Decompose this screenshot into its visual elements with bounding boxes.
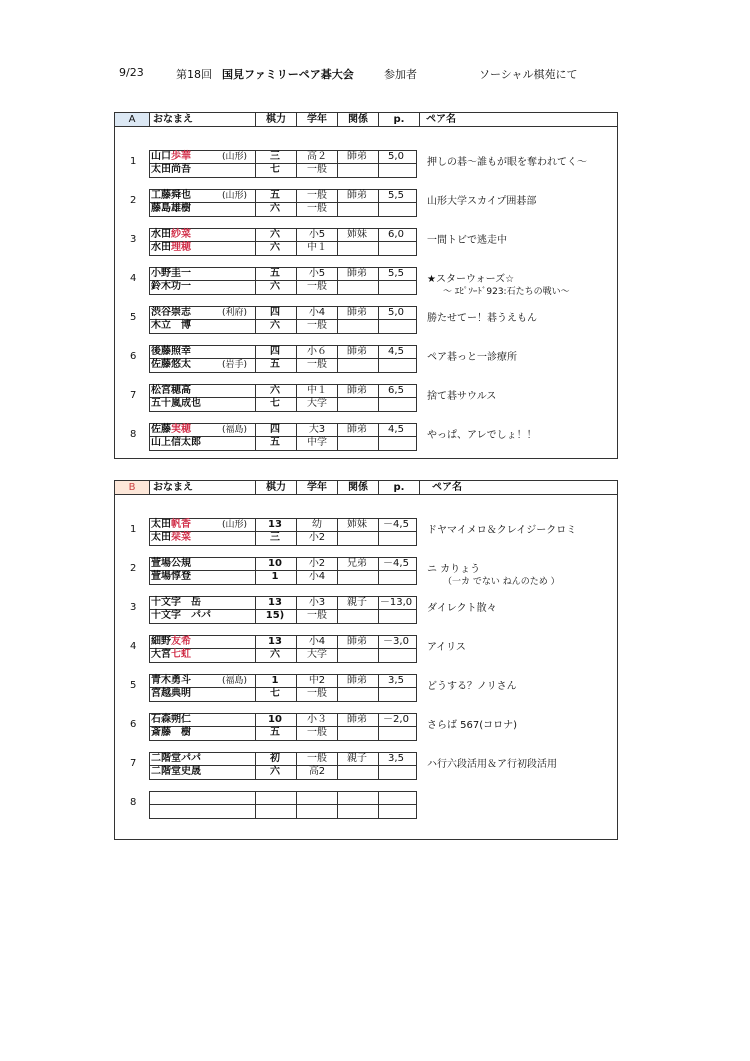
pair-number: 2 [130, 195, 137, 206]
player-name [151, 320, 191, 332]
player-name [151, 688, 191, 700]
col-pair: ペア名 [419, 481, 626, 494]
player-surname: 太田 [151, 519, 171, 530]
venue: ソーシャル棋苑にて [479, 68, 578, 81]
player-given-highlight: 紗菜 [171, 229, 191, 240]
pair-relation: 兄弟 [347, 558, 367, 569]
player-name [151, 307, 191, 319]
player-prefecture [197, 571, 247, 583]
pair-points: 3,5 [388, 675, 404, 686]
player-school-year: 中2 [308, 675, 326, 686]
player-school-year: 一般 [307, 281, 327, 292]
pair-name: ★スターウォーズ☆ [427, 274, 515, 285]
player-grade: 13 [268, 519, 282, 530]
player-name [151, 727, 191, 739]
player-grade [255, 805, 295, 817]
player-surname: 斎藤 樹 [151, 727, 191, 738]
player-grade: 六 [270, 203, 280, 214]
player-grade: 1 [271, 675, 279, 686]
pair-relation: 親子 [347, 597, 367, 608]
player-school-year: 大3 [308, 424, 326, 435]
player-prefecture: (山形) [221, 191, 247, 201]
player-prefecture [197, 636, 247, 648]
player-grade: 六 [270, 649, 280, 660]
player-school-year: 一般 [307, 164, 327, 175]
player-school-year: 一般 [307, 753, 327, 764]
col-name: おなまえ [149, 113, 257, 126]
player-school-year: 中１ [307, 385, 327, 396]
player-name [151, 532, 191, 544]
player-school-year: 小６ [307, 346, 327, 357]
col-relation: 関係 [337, 481, 378, 494]
player-name [151, 437, 201, 449]
player-given-highlight: 実穂 [171, 424, 191, 435]
pair-relation: 師弟 [347, 424, 367, 435]
pair-relation [337, 792, 377, 804]
pair-name: ペア碁っと一診療所 [427, 352, 517, 363]
pair-points: －3,0 [383, 636, 409, 647]
pair-number: 8 [130, 429, 137, 440]
col-grade: 棋力 [255, 113, 296, 126]
player-grade: 六 [270, 385, 280, 396]
player-name [151, 346, 191, 358]
pair-points: －4,5 [383, 519, 409, 530]
player-name [151, 597, 201, 609]
pair-number: 2 [130, 563, 137, 574]
col-pair: ペア名 [419, 113, 620, 126]
pair-name-subtitle: （一カ でない ねんのため ） [443, 577, 560, 587]
pair-relation: 姉妹 [347, 229, 367, 240]
pair-points: －2,0 [383, 714, 409, 725]
player-prefecture [197, 766, 247, 778]
player-grade: 五 [270, 359, 280, 370]
player-grade: 三 [270, 532, 280, 543]
pair-number: 3 [130, 602, 137, 613]
pair-points: 5,0 [388, 307, 404, 318]
pair-name: ニ カりょう [427, 564, 481, 575]
player-school-year: 幼 [312, 519, 322, 530]
pair-relation: 師弟 [347, 151, 367, 162]
player-grade: 10 [268, 558, 282, 569]
player-school-year: 大学 [307, 649, 327, 660]
player-school-year: 小4 [308, 636, 326, 647]
player-given-highlight: 七虹 [171, 649, 191, 660]
player-given-highlight: 理穂 [171, 242, 191, 253]
player-prefecture [197, 714, 247, 726]
player-grade [255, 792, 295, 804]
player-school-year: 中１ [307, 242, 327, 253]
player-grade: 七 [270, 688, 280, 699]
player-surname: 萱場惇登 [151, 571, 191, 582]
player-prefecture [197, 597, 247, 609]
player-school-year: 小5 [308, 268, 326, 279]
player-prefecture [197, 203, 247, 215]
player-grade: 五 [270, 268, 280, 279]
player-school-year [297, 805, 337, 817]
pair-relation: 師弟 [347, 675, 367, 686]
player-prefecture: (岩手) [221, 360, 247, 370]
pair-points [377, 792, 415, 804]
player-school-year: 一般 [307, 610, 327, 621]
player-name [151, 636, 191, 648]
player-prefecture: (山形) [221, 520, 247, 530]
player-prefecture [197, 437, 247, 449]
pair-points: 5,5 [388, 268, 404, 279]
player-surname: 太田 [151, 532, 171, 543]
pair-points: 5,5 [388, 190, 404, 201]
player-grade: 五 [270, 437, 280, 448]
player-school-year: 一般 [307, 688, 327, 699]
player-surname: 十文字 岳 [151, 597, 201, 608]
player-name [151, 398, 201, 410]
player-prefecture: (福島) [221, 676, 247, 686]
pair-number: 1 [130, 524, 137, 535]
round: 第18回 [176, 68, 212, 81]
pair-name: どうする？ノリさん [427, 681, 517, 692]
player-prefecture [197, 164, 247, 176]
pair-points: 3,5 [388, 753, 404, 764]
player-grade: 15) [265, 610, 285, 621]
player-grade: 六 [270, 281, 280, 292]
pair-name-subtitle: ～ ｴﾋﾟｿｰﾄﾞ923:石たちの戦い～ [443, 287, 570, 297]
section-label: A [115, 113, 149, 126]
player-grade: 六 [270, 242, 280, 253]
player-surname: 工藤舜也 [151, 190, 191, 201]
pair-relation: 師弟 [347, 346, 367, 357]
player-surname: 宮越典明 [151, 688, 191, 699]
player-name [151, 558, 191, 570]
section-label: B [115, 481, 149, 494]
player-name [151, 571, 191, 583]
pair-number: 7 [130, 390, 137, 401]
player-school-year: 大学 [307, 398, 327, 409]
pair-relation: 師弟 [347, 190, 367, 201]
player-surname: 二階堂パパ [151, 753, 201, 764]
player-surname: 木立 博 [151, 320, 191, 331]
player-prefecture [197, 229, 247, 241]
pair-name: 勝たせてー！碁うえもん [427, 313, 537, 324]
player-surname: 五十嵐成也 [151, 398, 201, 409]
player-name [151, 359, 191, 371]
player-school-year: 高２ [307, 151, 327, 162]
player-school-year: 小2 [308, 532, 326, 543]
pair-relation: 師弟 [347, 385, 367, 396]
player-school-year: 高2 [308, 766, 326, 777]
title: 国見ファミリーペア碁大会 [222, 68, 354, 81]
player-name [151, 519, 191, 531]
player-prefecture [197, 688, 247, 700]
player-name [151, 203, 191, 215]
section-b-table [114, 480, 618, 840]
player-name [151, 424, 191, 436]
player-grade: 1 [271, 571, 279, 582]
player-prefecture [197, 727, 247, 739]
player-grade: 五 [270, 727, 280, 738]
participants-label: 参加者 [384, 68, 417, 81]
player-school-year: 小4 [308, 307, 326, 318]
player-grade: 五 [270, 190, 280, 201]
player-prefecture [197, 385, 247, 397]
player-school-year: 小３ [307, 714, 327, 725]
pair-relation: 師弟 [347, 307, 367, 318]
player-school-year: 小4 [308, 571, 326, 582]
player-given-highlight: 帆香 [171, 519, 191, 530]
player-surname: 太田尚吾 [151, 164, 191, 175]
player-prefecture [197, 805, 247, 817]
player-grade: 六 [270, 229, 280, 240]
player-surname: 渋谷崇志 [151, 307, 191, 318]
player-name [151, 649, 191, 661]
pair-points: 4,5 [388, 346, 404, 357]
pair-relation: 師弟 [347, 714, 367, 725]
player-grade: 七 [270, 164, 280, 175]
player-name [151, 714, 191, 726]
pair-name: ハ行六段活用＆ア行初段活用 [427, 759, 557, 770]
player-prefecture [197, 753, 247, 765]
column-header [115, 113, 617, 127]
player-prefecture: (利府) [221, 308, 247, 318]
col-grade: 棋力 [255, 481, 296, 494]
player-school-year: 中学 [307, 437, 327, 448]
player-given-highlight: 栞菜 [171, 532, 191, 543]
pair-number: 4 [130, 641, 137, 652]
player-grade: 13 [268, 636, 282, 647]
player-school-year: 一般 [307, 190, 327, 201]
player-prefecture [197, 320, 247, 332]
player-surname: 十文字 パパ [151, 610, 211, 621]
player-prefecture [197, 792, 247, 804]
player-prefecture: (山形) [221, 152, 247, 162]
player-name [151, 164, 191, 176]
pair-number: 5 [130, 312, 137, 323]
player-school-year: 小3 [308, 597, 326, 608]
pair-name: やっぱ、アレでしょ！！ [427, 430, 537, 441]
pair-points: －4,5 [383, 558, 409, 569]
player-prefecture [197, 649, 247, 661]
player-school-year: 一般 [307, 359, 327, 370]
pair-relation: 師弟 [347, 268, 367, 279]
section-a-table [114, 112, 618, 459]
player-surname: 二階堂史晟 [151, 766, 201, 777]
pair-name: アイリス [427, 642, 466, 653]
player-grade: 七 [270, 398, 280, 409]
pair-name: さらば 567(コロナ) [427, 720, 518, 731]
player-prefecture [197, 242, 247, 254]
pair-points: 5,0 [388, 151, 404, 162]
pair-name: ダイレクト散々 [427, 603, 497, 614]
player-given-highlight: 歩華 [171, 151, 191, 162]
player-prefecture: (福島) [221, 425, 247, 435]
player-surname: 石森朔仁 [151, 714, 191, 725]
pair-name: 押しの碁～誰もが眼を奪われてく～ [427, 157, 587, 168]
pair-number: 5 [130, 680, 137, 691]
col-name: おなまえ [149, 481, 257, 494]
player-name [151, 753, 201, 765]
player-name [151, 190, 191, 202]
player-prefecture [197, 268, 247, 280]
player-name [151, 151, 191, 163]
pair-points: 6,0 [388, 229, 404, 240]
player-surname: 佐藤 [151, 424, 171, 435]
player-school-year: 一般 [307, 320, 327, 331]
pair-number: 8 [130, 797, 137, 808]
player-surname: 鈴木功一 [151, 281, 191, 292]
player-prefecture [197, 398, 247, 410]
col-year: 学年 [296, 113, 337, 126]
player-school-year: 小5 [308, 229, 326, 240]
player-surname: 細野 [151, 636, 171, 647]
pair-name: 一間トビで逃走中 [427, 235, 507, 246]
col-points: p. [378, 113, 419, 126]
col-year: 学年 [296, 481, 337, 494]
player-name [151, 675, 191, 687]
player-prefecture [197, 532, 247, 544]
player-surname: 藤島雄樹 [151, 203, 191, 214]
col-relation: 関係 [337, 113, 378, 126]
player-surname: 佐藤悠太 [151, 359, 191, 370]
pair-number: 3 [130, 234, 137, 245]
pair-number: 7 [130, 758, 137, 769]
pair-name: 捨て碁サウルス [427, 391, 497, 402]
date: 9/23 [119, 66, 144, 79]
player-grade: 四 [270, 307, 280, 318]
pair-name: ドヤマイメロ＆クレイジークロミ [427, 525, 577, 536]
pair-number: 6 [130, 351, 137, 362]
player-prefecture [197, 610, 247, 622]
pair-number: 4 [130, 273, 137, 284]
pair-relation: 師弟 [347, 636, 367, 647]
pair-number: 6 [130, 719, 137, 730]
player-prefecture [197, 558, 247, 570]
player-grade: 初 [270, 753, 280, 764]
player-prefecture [197, 281, 247, 293]
player-given-highlight: 友希 [171, 636, 191, 647]
player-surname: 大宮 [151, 649, 171, 660]
player-grade: 四 [270, 346, 280, 357]
player-name [151, 766, 201, 778]
pair-name: 山形大学スカイプ囲碁部 [427, 196, 537, 207]
player-school-year: 一般 [307, 727, 327, 738]
player-name [151, 385, 191, 397]
player-school-year: 小2 [308, 558, 326, 569]
pair-number: 1 [130, 156, 137, 167]
pair-points: 4,5 [388, 424, 404, 435]
player-surname: 小野圭一 [151, 268, 191, 279]
player-surname: 後藤照幸 [151, 346, 191, 357]
player-grade: 13 [268, 597, 282, 608]
player-name [151, 281, 191, 293]
pair-points: －13,0 [379, 597, 413, 608]
player-grade: 10 [268, 714, 282, 725]
player-surname: 山上信太郎 [151, 437, 201, 448]
column-header [115, 481, 617, 495]
player-grade: 六 [270, 320, 280, 331]
player-name [151, 229, 191, 241]
player-name [151, 242, 191, 254]
player-surname: 水田 [151, 242, 171, 253]
player-surname: 水田 [151, 229, 171, 240]
player-surname: 松宮穂高 [151, 385, 191, 396]
col-points: p. [378, 481, 419, 494]
player-school-year: 一般 [307, 203, 327, 214]
player-grade: 四 [270, 424, 280, 435]
pair-relation: 親子 [347, 753, 367, 764]
pair-relation: 姉妹 [347, 519, 367, 530]
player-surname: 萱場公規 [151, 558, 191, 569]
player-prefecture [197, 346, 247, 358]
player-school-year [297, 792, 337, 804]
player-grade: 六 [270, 766, 280, 777]
player-surname: 青木勇斗 [151, 675, 191, 686]
pair-points: 6,5 [388, 385, 404, 396]
player-name [151, 268, 191, 280]
player-surname: 山口 [151, 151, 171, 162]
player-grade: 三 [270, 151, 280, 162]
